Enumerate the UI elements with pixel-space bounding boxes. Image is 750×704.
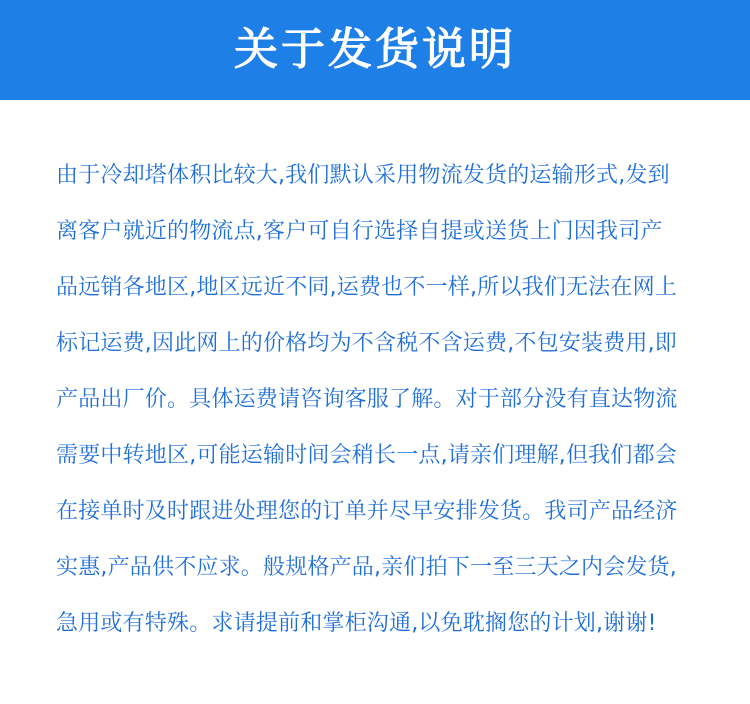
- description-line: 品远销各地区,地区远近不同,运费也不一样,所以我们无法在网上: [56, 275, 677, 300]
- description-line: 由于冷却塔体积比较大,我们默认采用物流发货的运输形式,发到: [56, 163, 670, 188]
- description-line: 产品出厂价。具体运费请咨询客服了解。对于部分没有直达物流: [56, 387, 678, 412]
- description-line: 标记运费,因此网上的价格均为不含税不含运费,不包安装费用,即: [56, 331, 677, 356]
- description-line: 离客户就近的物流点,客户可自行选择自提或送货上门因我司产: [56, 219, 663, 244]
- shipping-description: [56, 148, 706, 652]
- page-title: 关于发货说明: [234, 24, 516, 75]
- header-banner: [0, 0, 750, 100]
- description-line: 急用或有特殊。求请提前和掌柜沟通,以免耽搁您的计划,谢谢!: [56, 611, 657, 636]
- description-line: 实惠,产品供不应求。般规格产品,亲们拍下一至三天之内会发货,: [56, 555, 677, 580]
- description-line: 需要中转地区,可能运输时间会稍长一点,请亲们理解,但我们都会: [56, 443, 677, 468]
- description-line: 在接单时及时跟进处理您的订单并尽早安排发货。我司产品经济: [56, 499, 678, 524]
